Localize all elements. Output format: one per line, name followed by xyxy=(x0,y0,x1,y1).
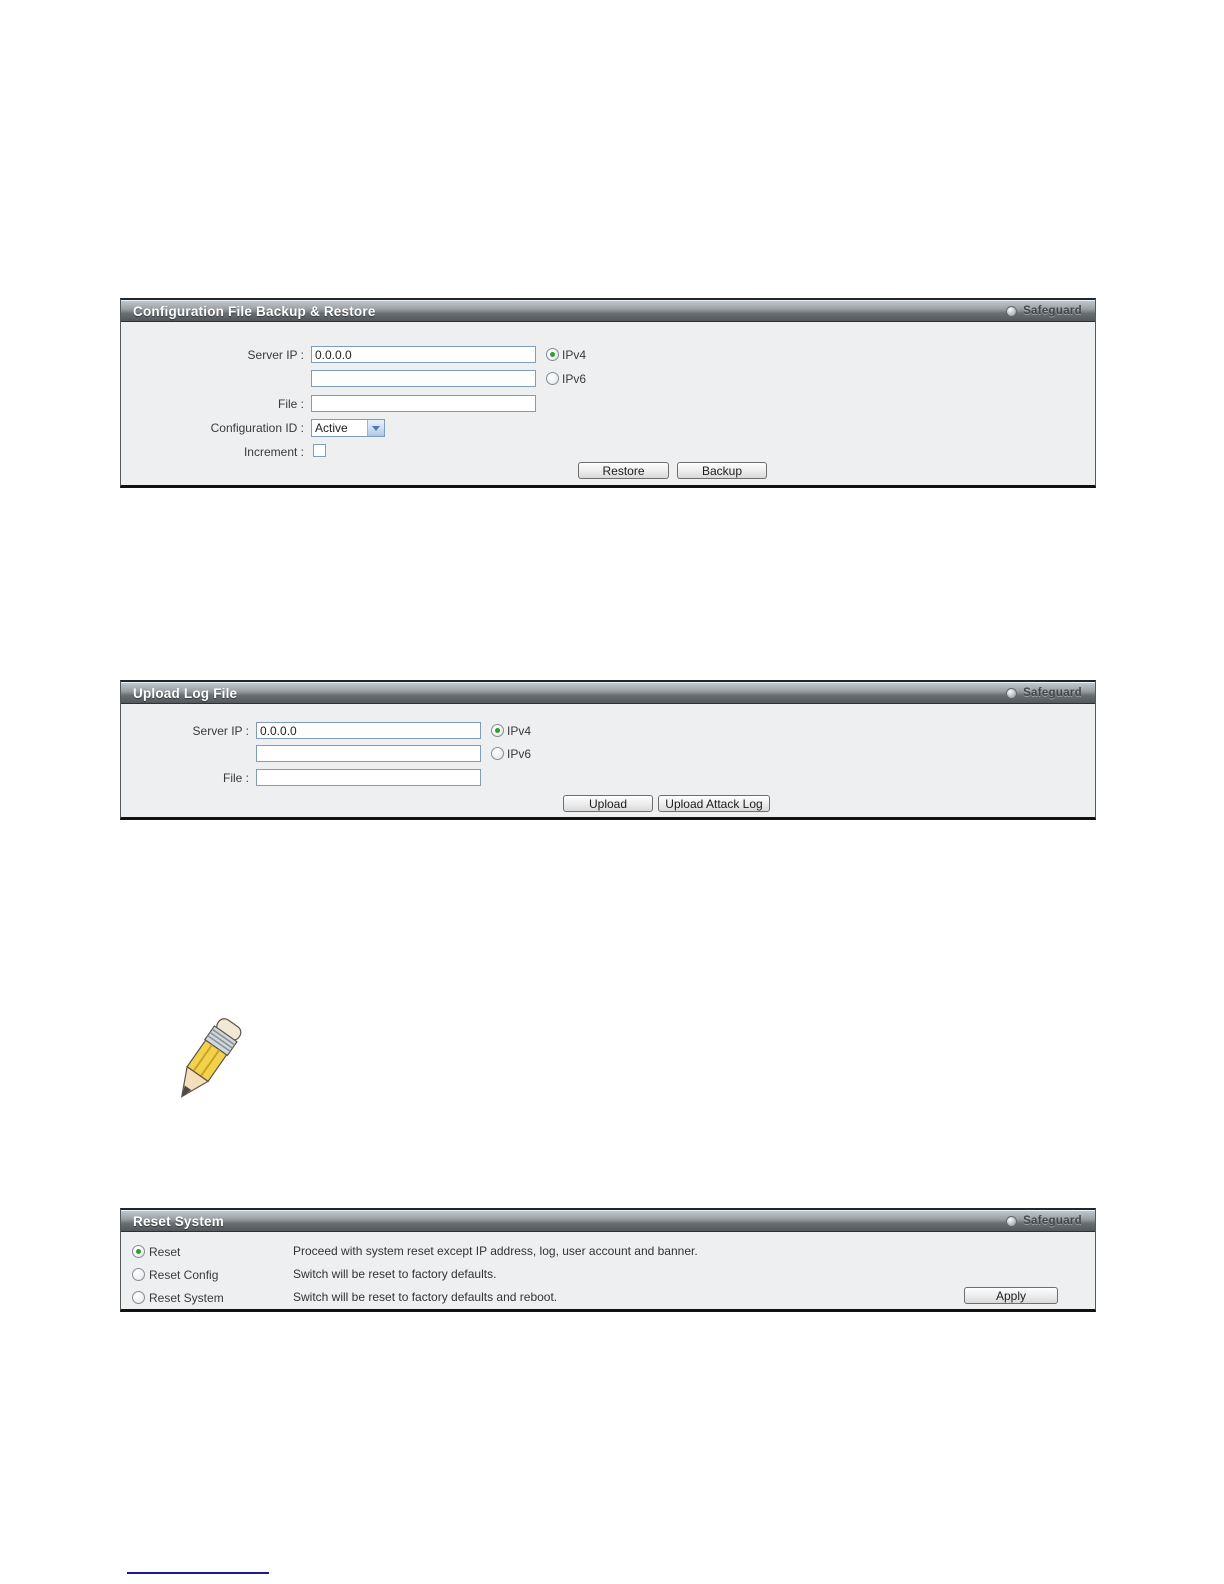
upload-button[interactable]: Upload xyxy=(563,795,653,812)
reset-system-radio[interactable] xyxy=(132,1291,145,1304)
configuration-id-select[interactable] xyxy=(311,419,385,437)
reset-option-desc: Switch will be reset to factory defaults. xyxy=(293,1267,497,1281)
server-ip-label: Server IP : xyxy=(192,724,249,738)
sphere-icon xyxy=(1006,1216,1017,1227)
panel-title: Upload Log File xyxy=(133,685,238,701)
panel-title: Configuration File Backup & Restore xyxy=(133,303,376,319)
ipv6-radio[interactable] xyxy=(491,747,504,760)
reset-system-panel xyxy=(120,1208,1096,1312)
panel-title-bar xyxy=(121,1210,1095,1232)
server-ip-input[interactable] xyxy=(256,722,481,739)
safeguard-label: Safeguard xyxy=(1023,1215,1082,1227)
ipv4-radio[interactable] xyxy=(546,348,559,361)
safeguard-label: Safeguard xyxy=(1023,305,1082,317)
reset-option-desc: Switch will be reset to factory defaults and reboot. xyxy=(293,1290,558,1304)
upload-log-file-panel xyxy=(120,680,1096,820)
ipv4-label: IPv4 xyxy=(562,348,587,362)
reset-option-row xyxy=(121,1290,1095,1306)
safeguard-label: Safeguard xyxy=(1023,687,1082,699)
restore-button[interactable]: Restore xyxy=(578,462,669,479)
safeguard-badge xyxy=(1006,1215,1082,1227)
ipv4-radio[interactable] xyxy=(491,724,504,737)
reset-option-row xyxy=(121,1267,1095,1283)
note-pencil-icon xyxy=(156,1008,256,1116)
safeguard-badge xyxy=(1006,305,1082,317)
panel-title-bar xyxy=(121,300,1095,322)
reset-option-desc: Proceed with system reset except IP address, log, user account and banner. xyxy=(293,1244,698,1258)
file-label: File : xyxy=(277,397,304,411)
footnote-rule xyxy=(127,1572,269,1574)
server-ipv6-input[interactable] xyxy=(256,745,481,762)
configuration-id-value: Active xyxy=(315,421,348,435)
panel-title: Reset System xyxy=(133,1213,224,1229)
file-input[interactable] xyxy=(256,769,481,786)
reset-config-radio[interactable] xyxy=(132,1268,145,1281)
server-ip-input[interactable] xyxy=(311,346,536,363)
reset-option-label: Reset System xyxy=(149,1291,224,1305)
configuration-id-label: Configuration ID : xyxy=(210,421,304,435)
sphere-icon xyxy=(1006,306,1017,317)
ipv6-label: IPv6 xyxy=(562,372,587,386)
safeguard-badge xyxy=(1006,687,1082,699)
reset-option-row xyxy=(121,1244,1095,1260)
config-backup-restore-panel xyxy=(120,298,1096,488)
reset-option-label: Reset Config xyxy=(149,1268,219,1282)
increment-label: Increment : xyxy=(243,445,304,459)
file-label: File : xyxy=(222,771,249,785)
reset-option-label: Reset xyxy=(149,1245,181,1259)
backup-button[interactable]: Backup xyxy=(677,462,767,479)
server-ip-label: Server IP : xyxy=(247,348,304,362)
file-input[interactable] xyxy=(311,395,536,412)
ipv4-label: IPv4 xyxy=(507,724,532,738)
reset-radio[interactable] xyxy=(132,1245,145,1258)
apply-button[interactable]: Apply xyxy=(964,1287,1058,1304)
ipv6-label: IPv6 xyxy=(507,747,532,761)
panel-title-bar xyxy=(121,682,1095,704)
increment-checkbox[interactable] xyxy=(313,444,326,457)
server-ipv6-input[interactable] xyxy=(311,370,536,387)
upload-attack-log-button[interactable]: Upload Attack Log xyxy=(658,795,770,812)
sphere-icon xyxy=(1006,688,1017,699)
ipv6-radio[interactable] xyxy=(546,372,559,385)
chevron-down-icon[interactable] xyxy=(367,420,384,436)
